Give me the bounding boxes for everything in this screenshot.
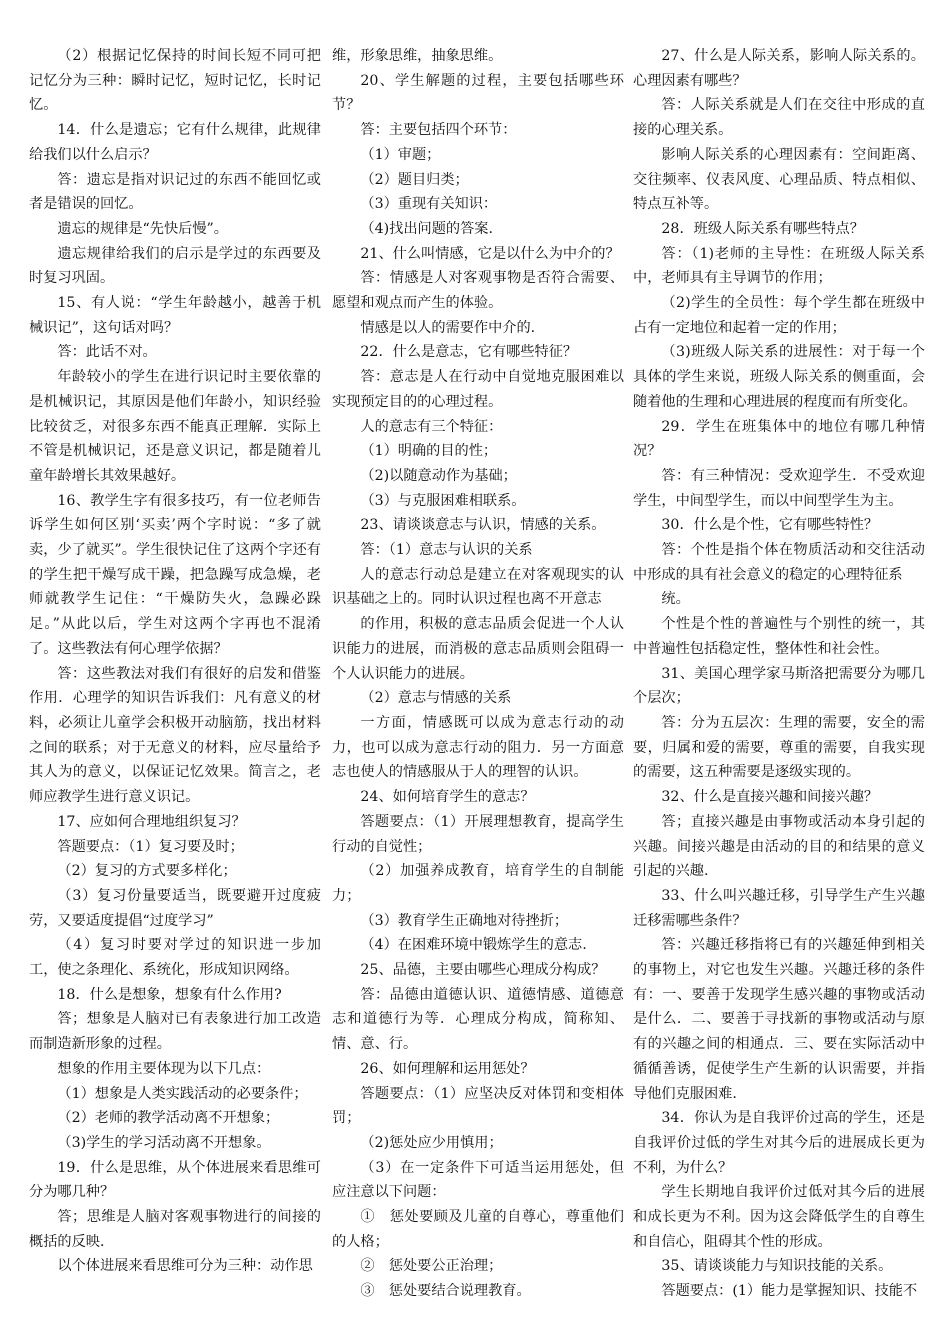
answer-paragraph: 答：意志是人在行动中自觉地克服困难以实现预定目的的心理过程。 <box>332 369 624 410</box>
list-item: ① 惩处要顾及儿童的自尊心，尊重他们的人格； <box>332 1209 624 1250</box>
list-item: （1）想象是人类实践活动的必要条件； <box>57 1085 308 1102</box>
list-item: （3)学生的学习活动离不开想象。 <box>57 1134 271 1151</box>
list-item: （1）审题； <box>360 146 441 163</box>
list-item: （4)找出问题的答案. <box>360 220 493 237</box>
answer-paragraph: 答题要点：（1）开展理想教育，提高学生行动的自觉性； <box>332 813 624 855</box>
list-item: （2)学生的全员性：每个学生都在班级中占有一定地位和起着一定的作用； <box>633 295 925 336</box>
list-item: （3)班级人际关系的进展性：对于每一个具体的学生来说，班级人际关系的侧重面，会随着他的生理和心理进展的程度而有所变化。 <box>633 344 925 410</box>
question-heading: 28．班级人际关系有哪些特点？ <box>661 220 864 237</box>
paragraph: 影响人际关系的心理因素有：空间距离、交往频率、仪表风度、心理品质、特点相似、特点互补等。 <box>633 146 925 213</box>
list-item: （3）重现有关知识： <box>360 196 498 213</box>
question-heading: 15、有人说：“学生年龄越小，越善于机械识记”，这句话对吗？ <box>29 295 321 336</box>
paragraph: 的作用，积极的意志品质会促进一个人认识能力的进展，而消极的意志品质则会阻碍一个人认识能力的进展。 <box>332 616 624 682</box>
answer-paragraph: 答：人际关系就是人们在交往中形成的直接的心理关系。 <box>633 97 925 139</box>
paragraph: 遗忘的规律是“先快后慢”。 <box>57 220 228 237</box>
answer-paragraph: 答题要点：（1）应坚决反对体罚和变相体罚； <box>332 1085 624 1127</box>
paragraph: 个性是个性的普遍性与个别性的统一，其中普遍性包括稳定性，整体性和社会性。 <box>633 616 925 657</box>
question-heading: 20、学生解题的过程，主要包括哪些环节？ <box>332 72 624 114</box>
question-heading: 27、什么是人际关系，影响人际关系的。心理因素有哪些？ <box>633 48 925 89</box>
question-heading: 24、如何培育学生的意志？ <box>360 789 535 806</box>
question-heading: 26、如何理解和运用惩处？ <box>360 1060 535 1077</box>
list-item: （3）与克服困难相联系。 <box>360 492 526 509</box>
paragraph: 统。 <box>661 591 690 608</box>
paragraph: 情感是以人的需要作中介的. <box>360 319 536 336</box>
answer-paragraph: 答：这些教法对我们有很好的启发和借鉴作用．心理学的知识告诉我们：凡有意义的材料，必须让儿童学会积极开动脑筋，找出材料之间的联系；对于无意义的材料，应尽量给予其人为的意义，以保证记忆效果。简言之，老师应教学生进行意义识记。 <box>29 665 321 806</box>
list-item: （1）明确的目的性； <box>360 443 498 460</box>
list-item: （4）在困难环境中锻炼学生的意志. <box>360 937 587 954</box>
paragraph: 以个体进展来看思维可分为三种：动作思 <box>57 1258 313 1275</box>
answer-paragraph: 答：（1）意志与认识的关系 <box>360 542 533 559</box>
list-item: （3）复习份量要适当，既要避开过度疲劳，又要适度提倡“过度学习” <box>29 887 321 929</box>
question-heading: 33、什么叫兴趣迁移，引导学生产生兴趣迁移需哪些条件？ <box>633 887 925 929</box>
list-item: （2)以随意动作为基础； <box>360 467 517 484</box>
list-item: （2）复习的方式要多样化； <box>57 863 237 880</box>
paragraph: 想象的作用主要体现为以下几点： <box>57 1060 271 1077</box>
text-column-middle <box>332 44 624 1304</box>
question-heading: 22．什么是意志，它有哪些特征？ <box>360 344 578 361</box>
paragraph: 人的意志有三个特征： <box>360 418 503 435</box>
question-heading: 30．什么是个性，它有哪些特性？ <box>661 517 879 534</box>
answer-paragraph: 答：此话不对。 <box>57 344 157 361</box>
question-heading: 16、教学生字有很多技巧，有一位老师告诉学生如何区别‘买卖’两个字时说：“多了就卖，少了就买”。学生很快记住了这两个字还有的学生把干燥写成干躁，把急躁写成急燥，老师就教学生记住：“干燥防失火，急躁必跺足。”从此以后，学生对这两个字再也不混淆了。这些教法有何心理学依据？ <box>29 492 321 657</box>
list-item: （2）加强养成教育，培育学生的自制能力； <box>332 863 624 904</box>
paragraph: 遗忘规律给我们的启示是学过的东西要及时复习巩固。 <box>29 245 321 287</box>
list-item: （3）教育学生正确地对待挫折； <box>360 912 569 929</box>
answer-paragraph: 答：情感是人对客观事物是否符合需要、愿望和观点而产生的体验。 <box>332 270 624 312</box>
question-heading: 19．什么是思维，从个体进展来看思维可分为哪几种？ <box>29 1159 321 1201</box>
list-item: ② 惩处要公正治理； <box>360 1258 503 1275</box>
text-column-left <box>29 44 321 1279</box>
answer-paragraph: 答；直接兴趣是由事物或活动本身引起的兴趣。间接兴趣是由活动的目的和结果的意义引起的兴趣. <box>633 813 925 880</box>
paragraph: 维，形象思维，抽象思维。 <box>332 48 503 64</box>
paragraph: （2）根据记忆保持的时间长短不同可把记忆分为三种：瞬时记忆，短时记忆，长时记忆。 <box>29 48 321 114</box>
list-item: ③ 惩处要结合说理教育。 <box>360 1283 531 1300</box>
question-heading: 14．什么是遗忘；它有什么规律，此规律给我们以什么启示？ <box>29 122 321 163</box>
answer-paragraph: 答：品德由道德认识、道德情感、道德意志和道德行为等．心理成分构成，简称知、情、意、行。 <box>332 986 624 1053</box>
list-item: （2）题目归类； <box>360 171 469 188</box>
answer-paragraph: 答：（1)老师的主导性：在班级人际关系中，老师具有主导调节的作用； <box>633 245 925 287</box>
paragraph: 人的意志行动总是建立在对客观现实的认识基础之上的。同时认识过程也离不开意志 <box>332 566 624 608</box>
question-heading: 17、应如何合理地组织复习？ <box>57 813 246 830</box>
paragraph: 年龄较小的学生在进行识记时主要依靠的是机械识记，其原因是他们年龄小，知识经验比较贫乏，对很多东西不能真正理解．实际上不管是机械识记，还是意义识记，都是随着儿童年龄增长其效果越好。 <box>29 369 321 484</box>
answer-paragraph: 答：兴趣迁移指将已有的兴趣延伸到相关的事物上，对它也发生兴趣。兴趣迁移的条件有：一、要善于发现学生感兴趣的事物或活动是什么．二、要善于寻找新的事物或活动与原有的兴趣之间的相通点．三、要在实际活动中循循善诱，促使学生产生新的认识需要，并指导他们克服困难. <box>633 937 925 1102</box>
answer-paragraph: 答：遗忘是指对识记过的东西不能回忆或者是错误的回忆。 <box>29 171 321 213</box>
paragraph: （2）意志与情感的关系 <box>360 690 512 707</box>
question-heading: 32、什么是直接兴趣和间接兴趣？ <box>661 789 879 806</box>
question-heading: 34．你认为是自我评价过高的学生，还是自我评价过低的学生对其今后的进展成长更为不利，为什么？ <box>633 1110 925 1176</box>
question-heading: 31、美国心理学家马斯洛把需要分为哪几个层次； <box>633 665 925 707</box>
answer-paragraph: 答题要点：(1）能力是掌握知识、技能不 <box>661 1283 918 1300</box>
list-item: （2）老师的教学活动离不开想象； <box>57 1110 280 1127</box>
answer-paragraph: 学生长期地自我评价过低对其今后的进展和成长更为不利。因为这会降低学生的自尊生和自信心，阻碍其个性的形成。 <box>633 1184 925 1250</box>
question-heading: 18．什么是想象，想象有什么作用? <box>57 986 282 1003</box>
answer-paragraph: 答：分为五层次：生理的需要，安全的需要，归属和爱的需要，尊重的需要，自我实现的需要，这五种需要是逐级实现的。 <box>633 714 925 781</box>
list-item: （2)惩处应少用慎用； <box>360 1134 503 1151</box>
text-column-right <box>633 44 925 1304</box>
answer-paragraph: 答题要点：（1）复习要及时； <box>57 838 244 855</box>
question-heading: 29．学生在班集体中的地位有哪几种情况？ <box>633 418 925 460</box>
paragraph: 一方面，情感既可以成为意志行动的动力，也可以成为意志行动的阻力．另一方面意志也使人的情感服从于人的理智的认识。 <box>332 714 624 781</box>
answer-paragraph: 答：个性是指个体在物质活动和交往活动中形成的具有社会意义的稳定的心理特征系 <box>633 542 925 583</box>
answer-paragraph: 答；思维是人脑对客观事物进行的间接的概括的反映． <box>29 1209 321 1250</box>
answer-paragraph: 答：有三种情况：受欢迎学生．不受欢迎学生，中间型学生，而以中间型学生为主。 <box>633 467 925 509</box>
list-item: （4）复习时要对学过的知识进一步加工，使之条理化、系统化，形成知识网络。 <box>29 937 321 979</box>
question-heading: 35、请谈谈能力与知识技能的关系。 <box>661 1258 893 1275</box>
question-heading: 23、请谈谈意志与认识，情感的关系。 <box>360 517 606 534</box>
question-heading: 21、什么叫情感，它是以什么为中介的？ <box>360 245 620 262</box>
answer-paragraph: 答：主要包括四个环节： <box>360 122 517 139</box>
answer-paragraph: 答；想象是人脑对已有表象进行加工改造而制造新形象的过程。 <box>29 1011 321 1053</box>
list-item: （3）在一定条件下可适当运用惩处，但应注意以下问题： <box>332 1159 624 1201</box>
question-heading: 25、品德，主要由哪些心理成分构成？ <box>360 962 606 979</box>
